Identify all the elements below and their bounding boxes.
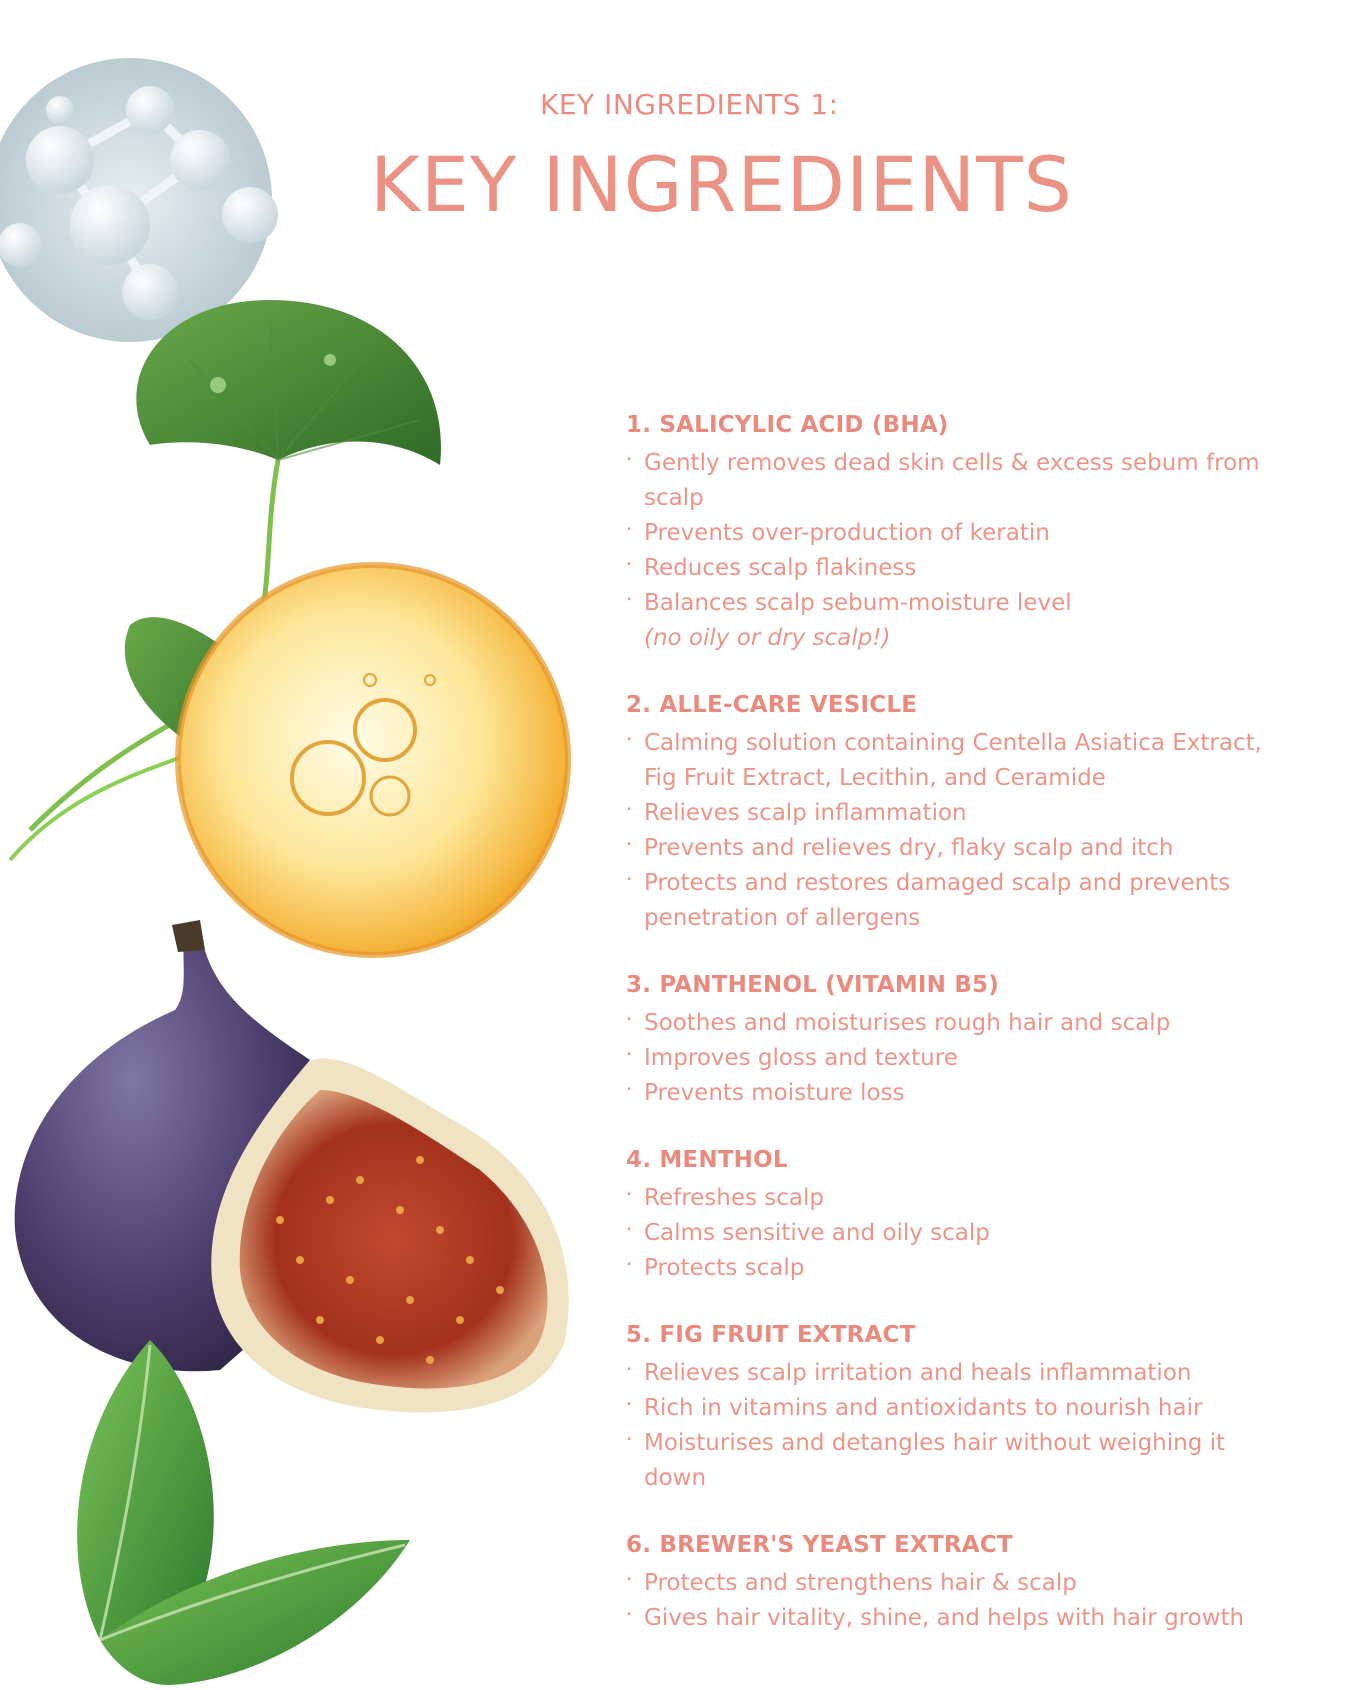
bullet-item: · Protects and restores damaged scalp and prevents penetration of allergens — [626, 866, 1266, 936]
ingredient-alle-care-vesicle — [626, 688, 1266, 936]
ingredient-list — [626, 408, 1266, 1668]
ingredient-note: (no oily or dry scalp!) — [644, 625, 891, 651]
ingredient-illustrations — [0, 0, 600, 1690]
bullet-item: · Gives hair vitality, shine, and helps with hair growth — [626, 1601, 1266, 1636]
bullet-item: · Relieves scalp irritation and heals inflammation — [626, 1356, 1266, 1391]
ingredient-title: 6. BREWER'S YEAST EXTRACT — [626, 1532, 1013, 1558]
bullet-item: · Calms sensitive and oily scalp — [626, 1216, 1266, 1251]
bullet-item: · Rich in vitamins and antioxidants to nourish hair — [626, 1391, 1266, 1426]
ingredient-title: 1. SALICYLIC ACID (BHA) — [626, 412, 949, 438]
bullet-list — [626, 446, 1266, 621]
bullet-item: · Relieves scalp inflammation — [626, 796, 1266, 831]
bullet-item: · Prevents over-production of keratin — [626, 516, 1266, 551]
bullet-item: · Refreshes scalp — [626, 1181, 1266, 1216]
bullet-item: · Balances scalp sebum-moisture level — [626, 586, 1266, 621]
bullet-list — [626, 1566, 1266, 1636]
ingredient-fig-fruit-extract — [626, 1318, 1266, 1496]
ingredient-brewers-yeast-extract — [626, 1528, 1266, 1636]
fig-fruit-image — [15, 920, 569, 1412]
bullet-item: · Soothes and moisturises rough hair and scalp — [626, 1006, 1266, 1041]
bullet-item: · Reduces scalp flakiness — [626, 551, 1266, 586]
bullet-list — [626, 1356, 1266, 1496]
bullet-item: · Calming solution containing Centella Asiatica Extract, Fig Fruit Extract, Lecithin, and Ceramide — [626, 726, 1266, 796]
page-title: KEY INGREDIENTS — [370, 140, 1073, 229]
ingredient-salicylic-acid — [626, 408, 1266, 656]
bullet-list — [626, 1181, 1266, 1286]
bullet-item: · Prevents moisture loss — [626, 1076, 1266, 1111]
page-kicker: KEY INGREDIENTS 1: — [540, 88, 839, 121]
bullet-item: · Gently removes dead skin cells & excess sebum from scalp — [626, 446, 1266, 516]
ingredient-panthenol — [626, 968, 1266, 1111]
ingredient-menthol — [626, 1143, 1266, 1286]
bullet-list — [626, 726, 1266, 936]
molecule-image — [0, 58, 278, 342]
bullet-item: · Protects scalp — [626, 1251, 1266, 1286]
ingredient-title: 4. MENTHOL — [626, 1147, 788, 1173]
bullet-list — [626, 1006, 1266, 1111]
oil-droplet-image — [178, 565, 568, 955]
ingredient-title: 2. ALLE-CARE VESICLE — [626, 692, 918, 718]
bullet-item: · Improves gloss and texture — [626, 1041, 1266, 1076]
ingredient-title: 5. FIG FRUIT EXTRACT — [626, 1322, 916, 1348]
bullet-item: · Protects and strengthens hair & scalp — [626, 1566, 1266, 1601]
bullet-item: · Prevents and relieves dry, flaky scalp and itch — [626, 831, 1266, 866]
ingredient-title: 3. PANTHENOL (VITAMIN B5) — [626, 972, 999, 998]
bullet-item: · Moisturises and detangles hair without weighing it down — [626, 1426, 1266, 1496]
